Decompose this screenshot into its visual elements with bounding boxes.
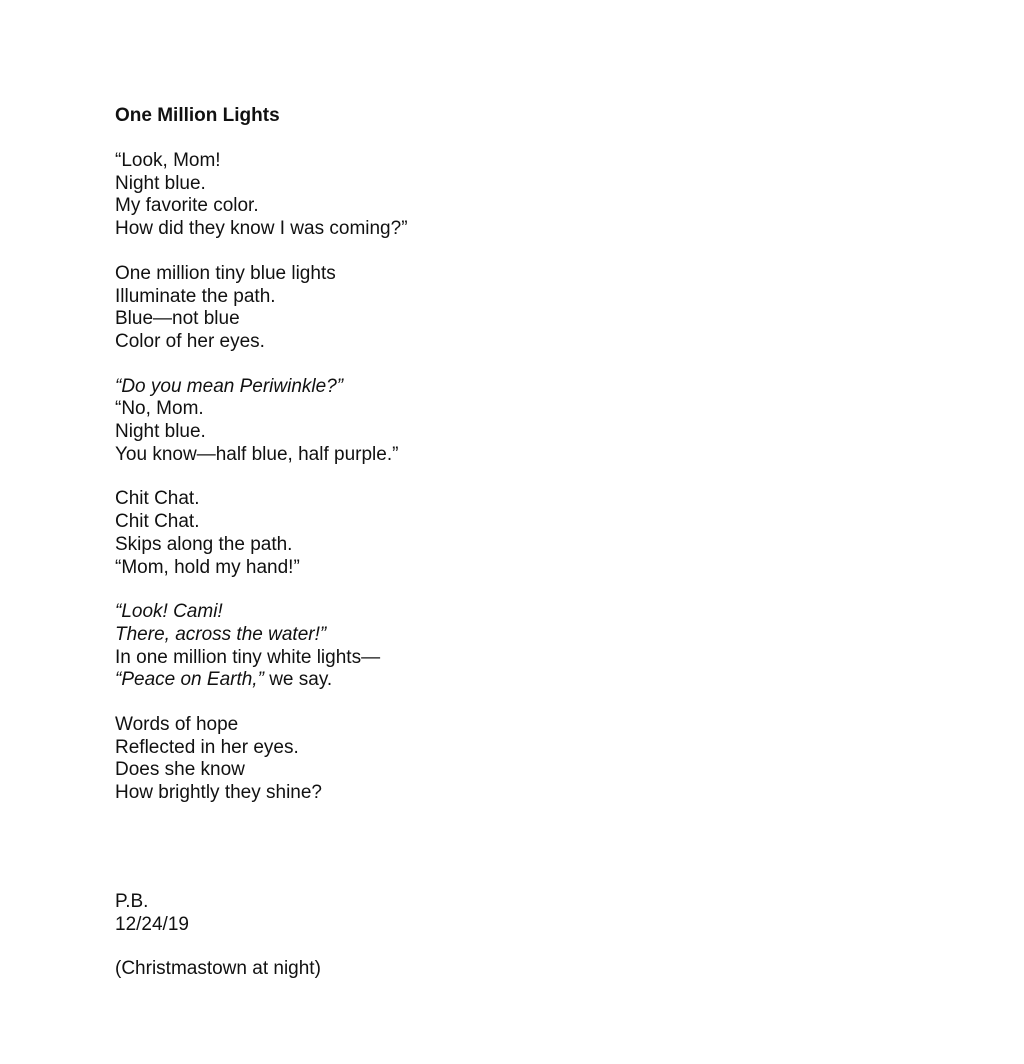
poem-line-italic: “Do you mean Periwinkle?”	[115, 375, 344, 397]
poem-date: 12/24/19	[115, 913, 189, 935]
spacer	[115, 579, 895, 601]
spacer	[115, 354, 895, 376]
poem-line: Blue—not blue	[115, 308, 240, 330]
poem-line: My favorite color.	[115, 195, 259, 217]
line-remainder: we say.	[263, 669, 333, 691]
stanza-3	[115, 376, 895, 467]
poem-line: Night blue.	[115, 421, 206, 443]
stanza-2	[115, 263, 895, 354]
stanza-6	[115, 714, 895, 805]
poem-line: Night blue.	[115, 172, 206, 194]
spacer	[115, 936, 895, 958]
poem-line: Color of her eyes.	[115, 330, 265, 352]
author-initials: P.B.	[115, 890, 149, 912]
stanza-1	[115, 150, 895, 241]
poem-line: How brightly they shine?	[115, 782, 322, 804]
signature-block	[115, 891, 895, 936]
stanza-4	[115, 488, 895, 579]
poem-line: In one million tiny white lights—	[115, 646, 381, 668]
poem-title: One Million Lights	[115, 105, 280, 126]
spacer	[115, 128, 895, 150]
poem-line: Words of hope	[115, 714, 239, 736]
spacer	[115, 466, 895, 488]
poem-line: Illuminate the path.	[115, 285, 276, 307]
spacer	[115, 241, 895, 263]
poem-line: “No, Mom.	[115, 398, 204, 420]
poem-line: Chit Chat.	[115, 488, 200, 510]
poem-line-italic: “Look! Cami!	[115, 601, 223, 623]
poem-line: Chit Chat.	[115, 511, 200, 533]
spacer	[115, 805, 895, 891]
poem-line: How did they know I was coming?”	[115, 218, 408, 240]
poem-line: Does she know	[115, 759, 245, 781]
poem-line: “Look, Mom!	[115, 150, 221, 171]
poem-line-mixed	[115, 669, 895, 692]
location-note: (Christmastown at night)	[115, 958, 321, 980]
poem-line: One million tiny blue lights	[115, 262, 336, 284]
poem-line: You know—half blue, half purple.”	[115, 443, 399, 465]
stanza-5	[115, 601, 895, 692]
quoted-phrase: “Peace on Earth,”	[115, 669, 264, 691]
poem-line: Skips along the path.	[115, 533, 293, 555]
poem-line-italic: There, across the water!”	[115, 623, 327, 645]
poem-page	[115, 104, 895, 981]
poem-line: Reflected in her eyes.	[115, 736, 299, 758]
poem-line: “Mom, hold my hand!”	[115, 556, 300, 578]
spacer	[115, 692, 895, 714]
